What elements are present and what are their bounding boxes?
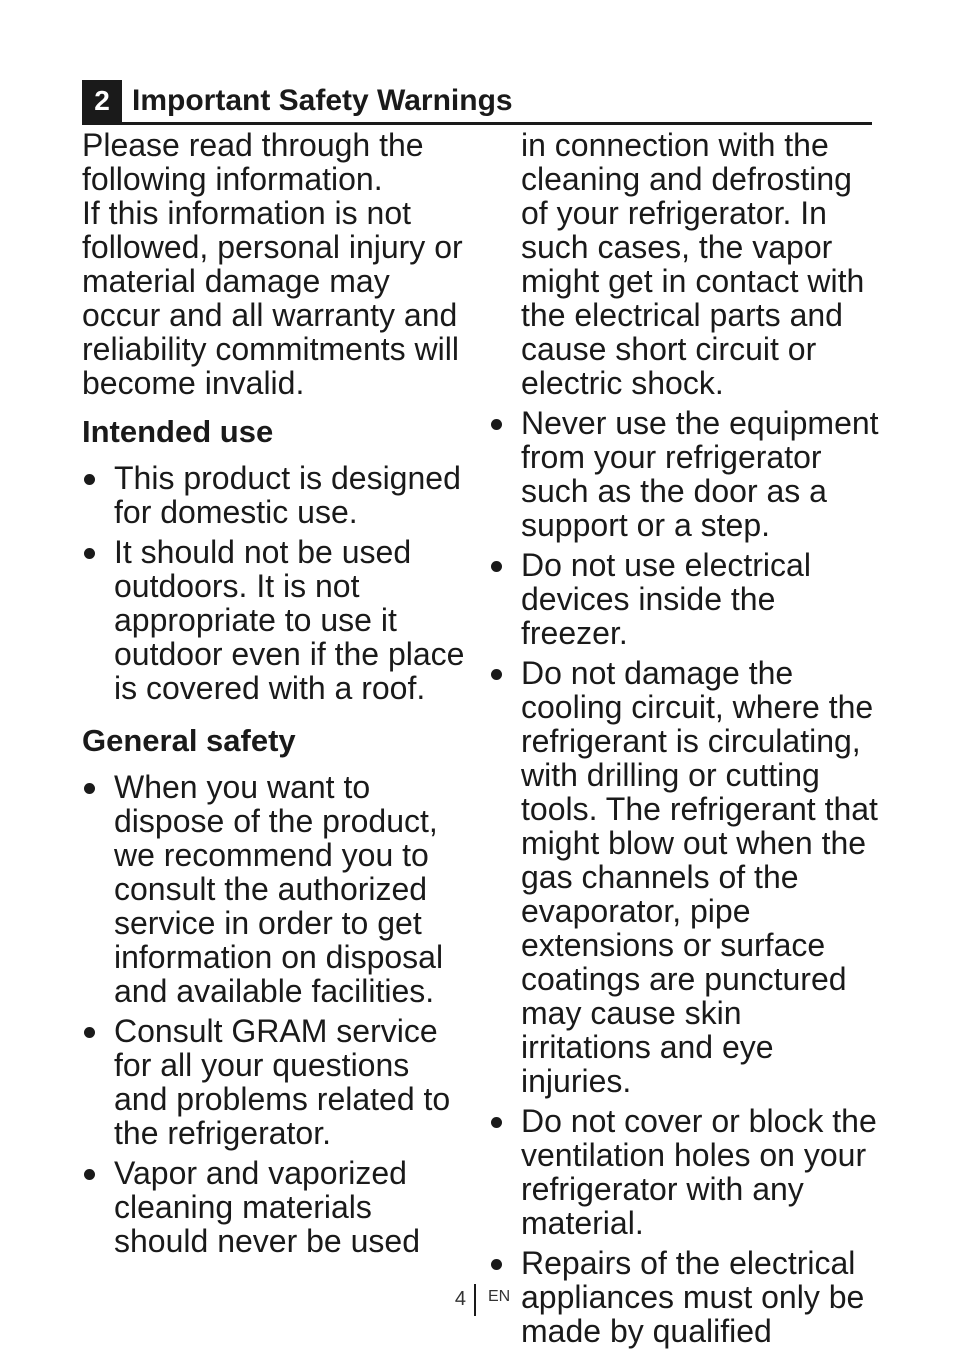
bullet-icon <box>491 561 502 572</box>
bullet-icon <box>491 1259 502 1270</box>
bullet-icon <box>84 548 95 559</box>
list-item: It should not be used outdoors. It is not appropriate to use it outdoor even if the place is covered with a roof. <box>82 535 467 705</box>
bullet-icon <box>84 474 95 485</box>
general-safety-list <box>82 770 467 1258</box>
bullet-icon <box>491 419 502 430</box>
page-number: 4 <box>454 1288 466 1310</box>
list-item: Do not cover or block the ventilation holes on your refrigerator with any material. <box>489 1104 879 1240</box>
list-item: Never use the equipment from your refrigerator such as the door as a support or a step. <box>489 406 879 542</box>
list-item: Consult GRAM service for all your questions and problems related to the refrigerator. <box>82 1014 467 1150</box>
section-header <box>82 80 872 125</box>
list-item: Do not use electrical devices inside the freezer. <box>489 548 879 650</box>
list-item: When you want to dispose of the product, we recommend you to consult the authorized service in order to get information on disposal and available facilities. <box>82 770 467 1008</box>
continuation-text: in connection with the cleaning and defrosting of your refrigerator. In such cases, the vapor might get in contact with the electrical parts and cause short circuit or electric shock. <box>521 127 865 401</box>
bullet-icon <box>84 783 95 794</box>
intro-text <box>82 128 467 400</box>
left-column <box>82 128 467 1264</box>
list-item: This product is designed for domestic use. <box>82 461 467 529</box>
bullet-icon <box>491 669 502 680</box>
footer-divider <box>474 1284 476 1316</box>
bullet-icon <box>84 1169 95 1180</box>
right-column <box>489 128 879 1354</box>
section-title: Important Safety Warnings <box>132 84 513 117</box>
list-item: Do not damage the cooling circuit, where the refrigerant is circulating, with drilling or cutting tools. The refrigerant that might blow out when the gas channels of the evaporator, pipe extensions or surface coatings are punctured may cause skin irritations and eye injuries. <box>489 656 879 1098</box>
bullet-icon <box>491 1117 502 1128</box>
intro-paragraph: If this information is not followed, personal injury or material damage may occur and all warranty and reliability commitments will become invalid. <box>82 195 463 401</box>
general-safety-heading: General safety <box>82 723 296 758</box>
bullet-icon <box>84 1027 95 1038</box>
page-footer <box>0 1284 954 1318</box>
section-number: 2 <box>82 80 122 122</box>
intended-use-list <box>82 461 467 705</box>
list-item: Vapor and vaporized cleaning materials should never be used <box>82 1156 467 1258</box>
language-code: EN <box>488 1288 511 1305</box>
list-item: Repairs of the electrical appliances must only be made by qualified <box>489 1246 879 1348</box>
intro-paragraph: Please read through the following information. <box>82 127 424 197</box>
intended-use-heading: Intended use <box>82 414 274 449</box>
right-safety-list <box>489 406 879 1348</box>
